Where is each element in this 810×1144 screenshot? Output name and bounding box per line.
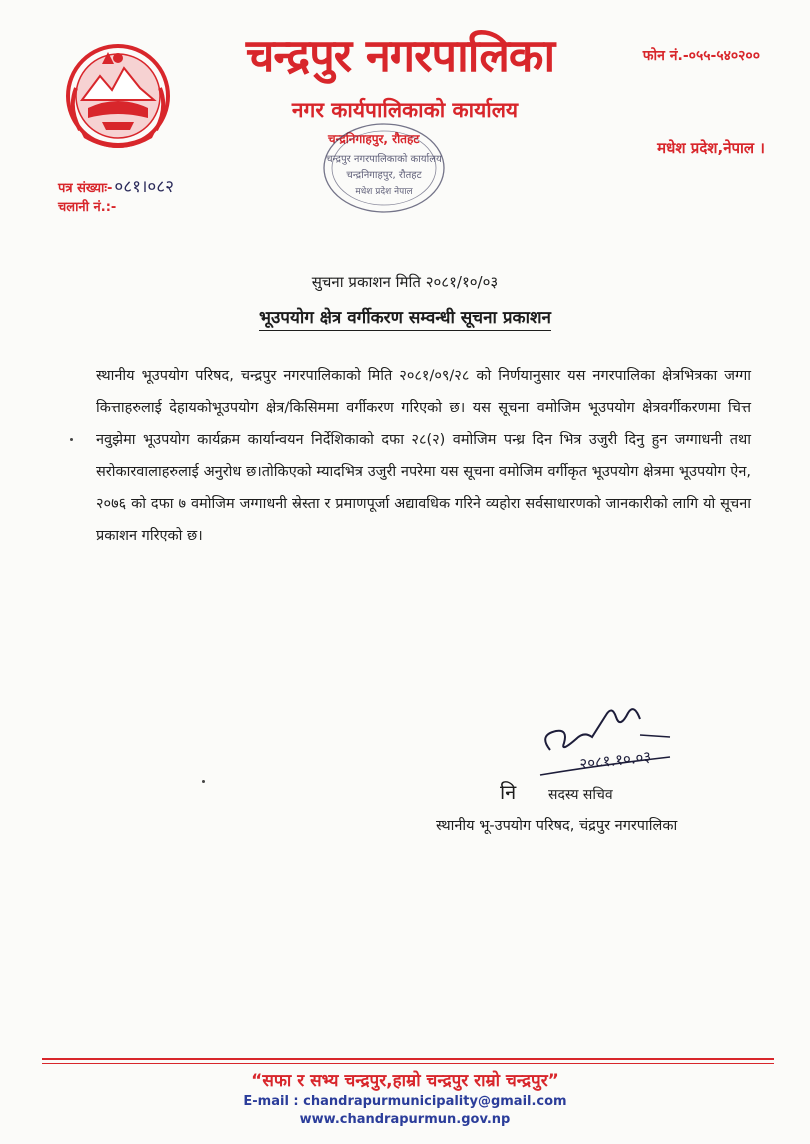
footer-slogan: “सफा र सभ्य चन्द्रपुर,हाम्रो चन्द्रपुर राम्रो चन्द्रपुर”	[251, 1071, 559, 1091]
signatory-organization: स्थानीय भू-उपयोग परिषद, चंद्रपुर नगरपालिका	[436, 818, 678, 834]
stamp-text-2: चन्द्रनिगाहपुर, रौतहट	[346, 170, 422, 181]
notice-title-text: भूउपयोग क्षेत्र वर्गीकरण सम्वन्धी सूचना प्रकाशन	[259, 308, 551, 331]
office-address: चन्द्रनिगाहपुर, रौतहट	[328, 132, 420, 146]
handwritten-date: २०८१.१०.०३	[578, 747, 652, 773]
dispatch-label: चलानी नं.:-	[58, 200, 117, 215]
publication-date: सुचना प्रकाशन मिति २०८१/१०/०३	[311, 273, 499, 291]
footer-email: E-mail : chandrapurmunicipality@gmail.com	[243, 1094, 567, 1109]
nepal-emblem-icon	[62, 38, 174, 158]
reference-label: पत्र संख्याः-	[58, 181, 113, 196]
footer-divider-thin	[42, 1063, 774, 1064]
office-stamp-icon	[318, 118, 450, 218]
signatory-title: सदस्य सचिव	[548, 787, 613, 803]
stamp-text-3: मधेश प्रदेश नेपाल	[355, 187, 413, 197]
scan-speck	[202, 780, 205, 783]
dispatch-number	[58, 197, 116, 215]
phone-number: फोन नं.-०५५-५४०२००	[642, 48, 760, 64]
footer-divider	[42, 1058, 774, 1060]
municipality-title: चन्द्रपुर नगरपालिका	[245, 29, 555, 82]
notice-body: स्थानीय भूउपयोग परिषद, चन्द्रपुर नगरपालिकाको मिति २०८१/०९/२८ को निर्णयानुसार यस नगरपालिका क्षेत्रभित्रका जग्गा कित्ताहरुलाई देहायकोभूउपयोग क्षेत्र/किसिममा वर्गीकरण गरिएको छ। यस सूचना वमोजिम भूउपयोग क्षेत्रवर्गीकरणमा चित्त नवुझेमा भूउपयोग कार्यक्रम कार्यान्वयन निर्देशिकाको दफा २८(२) वमोजिम पन्ध्र दिन भित्र उजुरी दिनु हुन जग्गाधनी तथा सरोकारवालाहरुलाई अनुरोध छ।तोकिएको म्यादभित्र उजुरी नपरेमा यस सूचना वमोजिम वर्गीकृत भूउपयोग क्षेत्रमा भूउपयोग ऐन, २०७६ को दफा ७ वमोजिम जग्गाधनी स्रेस्ता र प्रमाणपूर्जा अद्यावधिक गरिने व्यहोरा सर्वसाधारणको जानकारीको लागि यो सूचना प्रकाशन गरिएको छ।	[96, 368, 751, 544]
stamp-text-1: चन्द्रपुर नगरपालिकाको कार्यालय	[326, 154, 442, 165]
office-subtitle: नगर कार्यपालिकाको कार्यालय	[291, 98, 519, 122]
reference-value: ०८१।०८२	[114, 177, 174, 197]
signature-initial: नि	[500, 780, 517, 804]
province-label: मधेश प्रदेश,नेपाल ।	[657, 139, 765, 157]
signature-icon	[520, 695, 690, 790]
notice-title	[0, 305, 810, 328]
reference-number	[58, 174, 174, 197]
footer-website: www.chandrapurmun.gov.np	[299, 1112, 511, 1127]
scan-speck	[70, 438, 73, 441]
